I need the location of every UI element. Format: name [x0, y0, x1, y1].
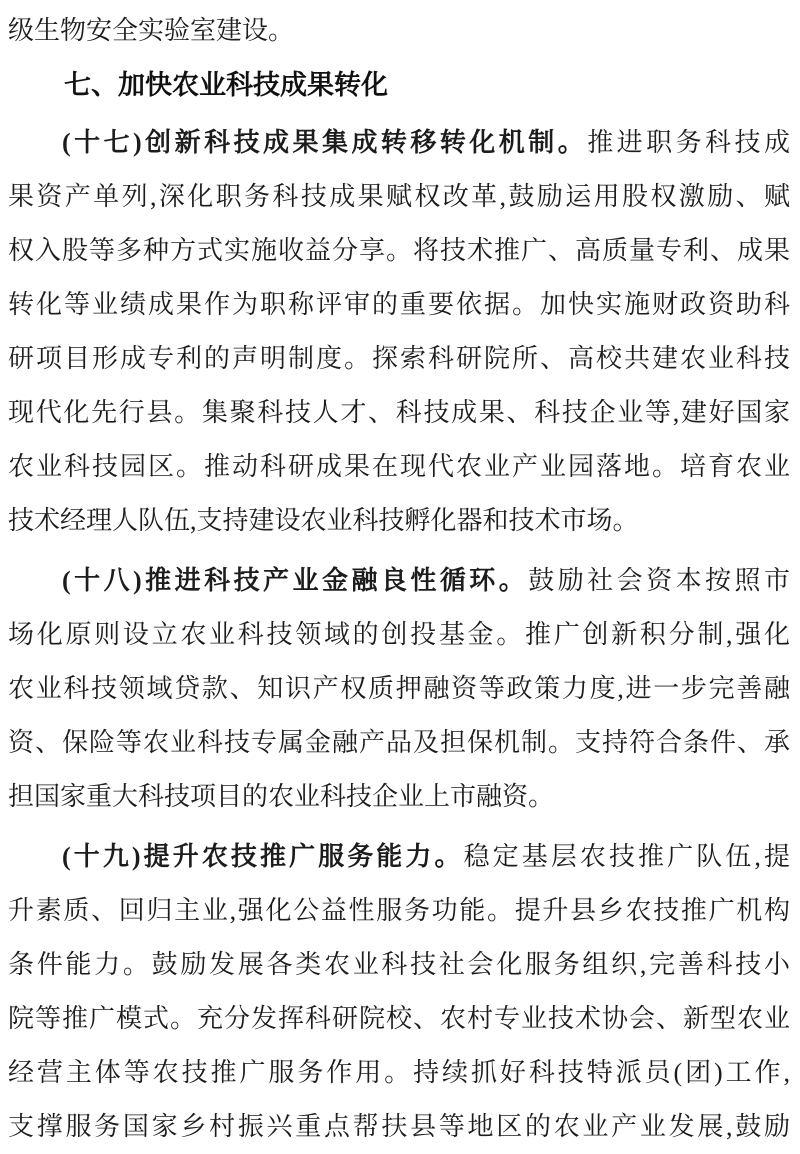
text-line: 转化等业绩成果作为职称评审的重要依据。加快实施财政资助科 — [8, 290, 790, 319]
paragraph-text: 鼓励社会资本按照市 — [528, 566, 790, 595]
text-line: 权入股等多种方式实施收益分享。将技术推广、高质量专利、成果 — [8, 236, 790, 265]
text-line: 技术经理人队伍,支持建设农业科技孵化器和技术市场。 — [8, 506, 639, 535]
text-line: 条件能力。鼓励发展各类农业科技社会化服务组织,完善科技小 — [8, 950, 790, 979]
text-line: 升素质、回归主业,强化公益性服务功能。提升县乡农技推广机构 — [8, 896, 790, 925]
paragraph-19 — [8, 830, 790, 1154]
section-heading: 七、加快农业科技成果转化 — [64, 70, 388, 100]
text-line: 农业科技领域贷款、知识产权质押融资等政策力度,进一步完善融 — [8, 674, 790, 703]
text-line: 资、保险等农业科技专属金融产品及担保机制。支持符合条件、承 — [8, 728, 790, 757]
text-line: 经营主体等农技推广服务作用。持续抓好科技特派员(团)工作, — [8, 1058, 790, 1087]
paragraph-18 — [8, 554, 790, 824]
text-line: 担国家重大科技项目的农业科技企业上市融资。 — [8, 782, 555, 811]
paragraph-text: 推进职务科技成 — [587, 128, 790, 157]
continuation-text-line: 级生物安全实验室建设。 — [8, 16, 295, 45]
text-line: 果资产单列,深化职务科技成果赋权改革,鼓励运用股权激励、赋 — [8, 182, 790, 211]
text-line — [8, 554, 790, 608]
text-line: 研项目形成专利的声明制度。探索科研院所、高校共建农业科技 — [8, 344, 790, 373]
paragraph-text: 稳定基层农技推广队伍,提 — [463, 842, 790, 871]
paragraph-lead: (十七)创新科技成果集成转移转化机制。 — [62, 128, 588, 157]
text-line: 院等推广模式。充分发挥科研院校、农村专业技术协会、新型农业 — [8, 1004, 790, 1033]
text-line: 场化原则设立农业科技领域的创投基金。推广创新积分制,强化 — [8, 620, 790, 649]
text-line — [8, 830, 790, 884]
text-line: 农业科技园区。推动科研成果在现代农业产业园落地。培育农业 — [8, 452, 790, 481]
text-line — [8, 116, 790, 170]
text-line: 现代化先行县。集聚科技人才、科技成果、科技企业等,建好国家 — [8, 398, 790, 427]
paragraph-17 — [8, 116, 790, 548]
paragraph-lead: (十八)推进科技产业金融良性循环。 — [62, 566, 529, 595]
paragraph-lead: (十九)提升农技推广服务能力。 — [62, 842, 464, 871]
text-line: 支撑服务国家乡村振兴重点帮扶县等地区的农业产业发展,鼓励 — [8, 1112, 790, 1141]
